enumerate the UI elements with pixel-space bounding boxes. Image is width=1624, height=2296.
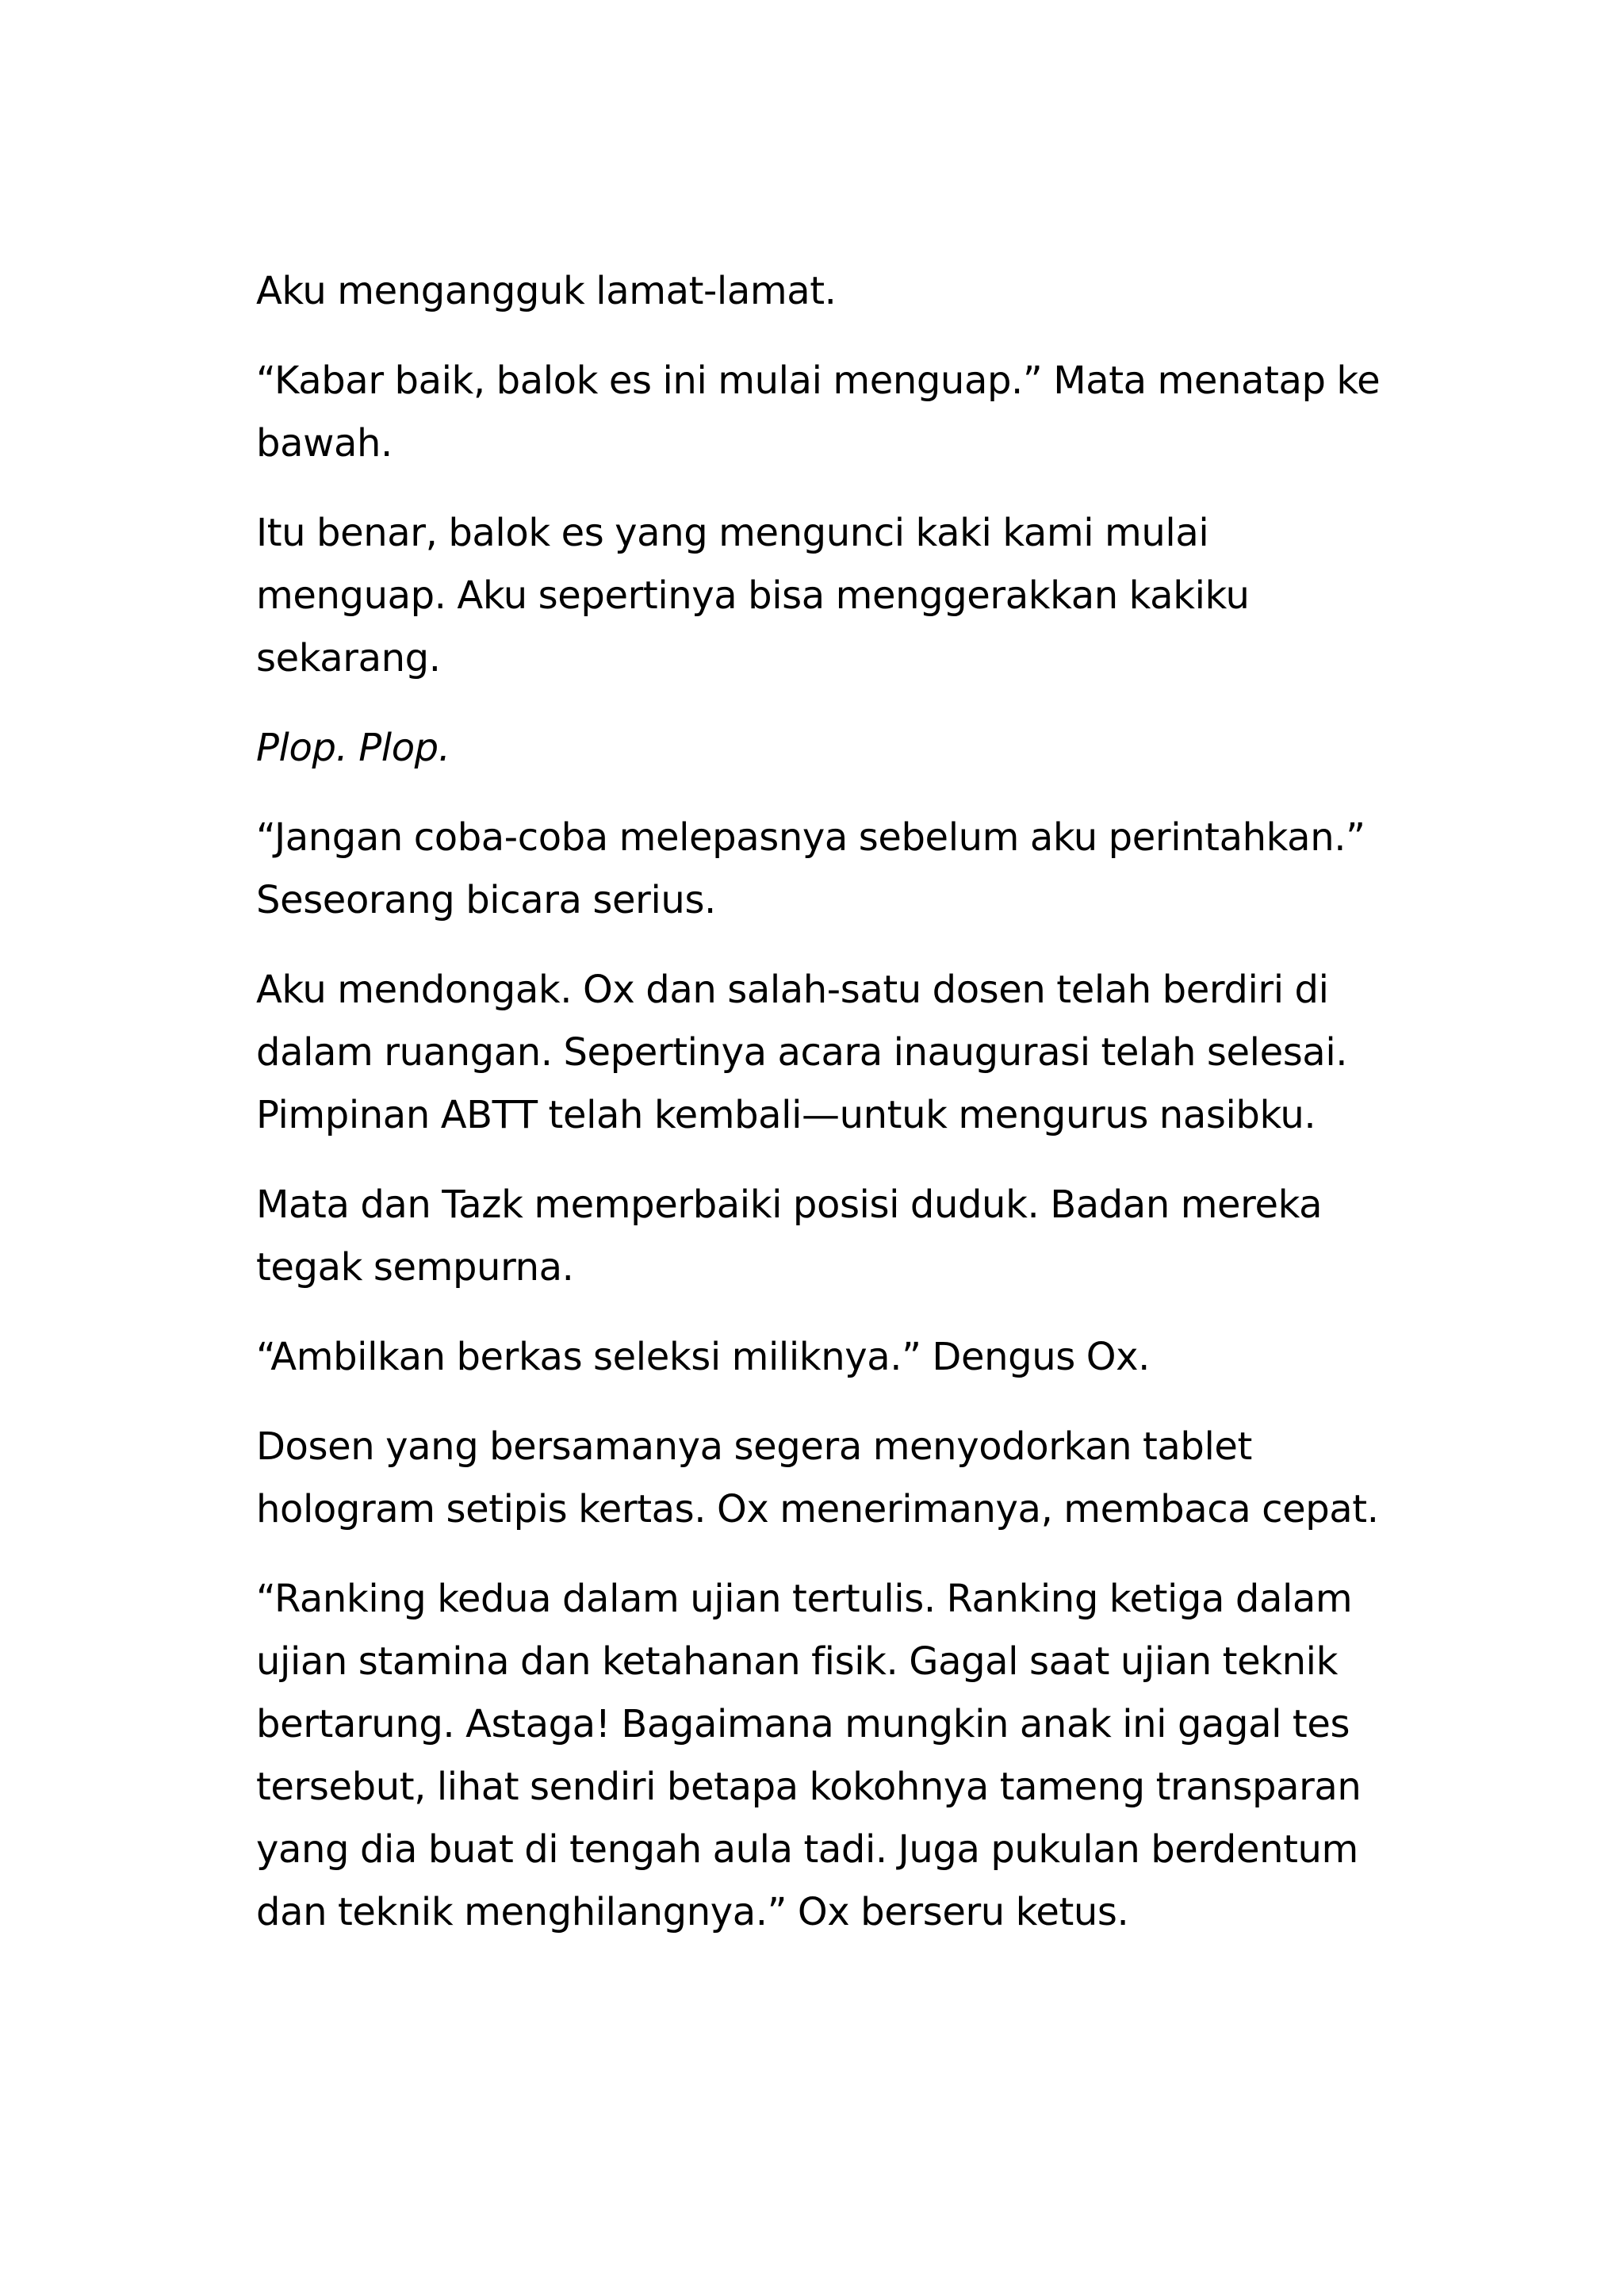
paragraph-2: “Kabar baik, balok es ini mulai menguap.” Mata menatap ke bawah. — [256, 358, 1381, 466]
paragraph-9: Dosen yang bersamanya segera menyodorkan tablet hologram setipis kertas. Ox menerimanya, membaca cepat. — [256, 1424, 1379, 1531]
paragraph-6: Aku mendongak. Ox dan salah-satu dosen telah berdiri di dalam ruangan. Sepertinya acara inaugurasi telah selesai. Pimpinan ABTT telah kembali—untuk mengurus nasibku. — [256, 968, 1348, 1137]
paragraph-8: “Ambilkan berkas seleksi miliknya.” Dengus Ox. — [256, 1335, 1150, 1379]
paragraph-5: “Jangan coba-coba melepasnya sebelum aku perintahkan.” Seseorang bicara serius. — [256, 815, 1365, 922]
paragraph-1: Aku mengangguk lamat-lamat. — [256, 269, 837, 313]
paragraph-4-sound-effect: Plop. Plop. — [256, 726, 450, 770]
body-text — [256, 260, 1382, 1971]
paragraph-3: Itu benar, balok es yang mengunci kaki kami mulai menguap. Aku sepertinya bisa menggerakkan kakiku sekarang. — [256, 511, 1250, 680]
paragraph-10: “Ranking kedua dalam ujian tertulis. Ranking ketiga dalam ujian stamina dan ketahanan fisik. Gagal saat ujian teknik bertarung. Astaga! Bagaimana mungkin anak ini gagal tes tersebut, lihat sendiri betapa kokohnya tameng transparan yang dia buat di tengah aula tadi. Juga pukulan berdentum dan teknik menghilangnya.” Ox berseru ketus. — [256, 1577, 1362, 1934]
paragraph-7: Mata dan Tazk memperbaiki posisi duduk. Badan mereka tegak sempurna. — [256, 1182, 1323, 1290]
